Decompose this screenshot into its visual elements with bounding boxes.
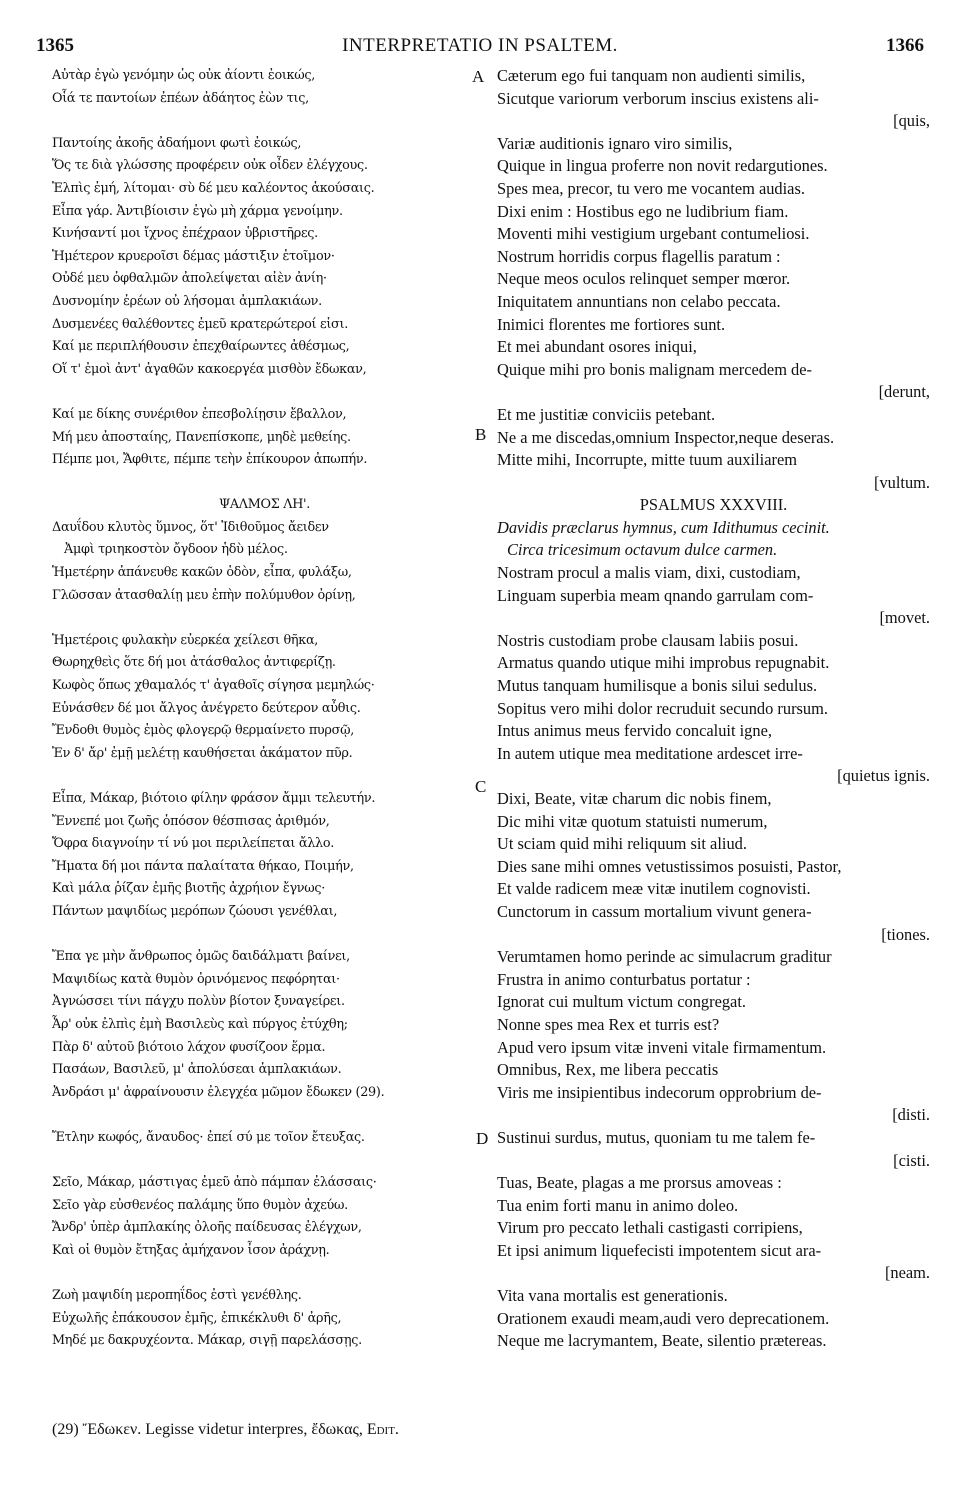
latin-verse-line: Dic mihi vitæ quotum statuisti numerum, <box>497 811 768 831</box>
greek-verse-line: Οὐδέ μευ ὀφθαλμῶν ἀπολείψεται αἰὲν ἀνίη· <box>52 271 327 287</box>
latin-verse-line: PSALMUS XXXVIII. <box>639 495 788 515</box>
latin-verse-line: Et ipsi animum liquefecisti impotentem sicut ara- <box>497 1240 822 1260</box>
greek-verse-line: Εὐνάσθεν δέ μοι ἄλγος ἀνέγρετο δεύτερον αὖθις. <box>52 700 361 716</box>
latin-verse-line: Sicutque variorum verborum inscius existens ali- <box>497 88 819 108</box>
greek-verse-line: Καί με περιπλήθουσιν ἐπεχθαίρωντες ἀθέσμως, <box>52 339 350 355</box>
greek-verse-line: Ὅς τε διὰ γλώσσης προφέρειν οὐκ οἶδεν ἐλέγχους. <box>52 158 368 174</box>
latin-verse-line: [cisti. <box>893 1150 930 1170</box>
latin-verse-line: Nostris custodiam probe clausam labiis posui. <box>497 630 799 650</box>
latin-verse-line: Ne a me discedas,omnium Inspector,neque deseras. <box>497 427 835 447</box>
margin-letter-a: A <box>472 67 485 86</box>
greek-verse-line: Καὶ οἱ θυμὸν ἔτηξας ἀμήχανον ἶσον ἀράχνῃ. <box>52 1242 330 1258</box>
latin-verse-line: [disti. <box>892 1105 930 1125</box>
latin-verse-line: Dies sane mihi omnes vetustissimos posuisti, Pastor, <box>497 856 842 876</box>
latin-verse-line: Tuas, Beate, plagas a me prorsus amoveas : <box>497 1173 782 1193</box>
greek-verse-line <box>52 924 477 947</box>
latin-verse-line: Neque meos oculos relinquet semper mœror. <box>497 269 791 289</box>
greek-verse-line: Πασάων, Βασιλεῦ, μ' ἀπολύσεαι ἀμπλακιάων. <box>52 1062 342 1078</box>
latin-verse-line: Tua enim forti manu in animo doleo. <box>497 1195 739 1215</box>
latin-verse-line: Apud vero ipsum vitæ inveni vitale firmamentum. <box>497 1037 827 1057</box>
latin-verse-line: Et me justitiæ conviciis petebant. <box>497 404 716 424</box>
greek-verse-line: Θωρηχθεὶς ὅτε δή μοι ἀτάσθαλος ἀντιφερίζῃ. <box>52 655 336 671</box>
latin-verse-line: Moventi mihi vestigium urgebant contumeliosi. <box>497 224 810 244</box>
greek-verse-line: Κωφὸς ὅπως χθαμαλός τ' ἀγαθοῖς σίγησα μεμηλώς· <box>52 678 375 694</box>
latin-verse-line: [tiones. <box>881 924 930 944</box>
latin-verse-line: Verumtamen homo perinde ac simulacrum graditur <box>497 947 832 967</box>
latin-verse-line: Inimici florentes me fortiores sunt. <box>497 314 726 334</box>
greek-verse-line: Καὶ μάλα ῥίζαν ἐμῆς βιοτῆς ἀχρήιον ἔγνως· <box>52 881 326 897</box>
latin-verse-line: Orationem exaudi meam,audi vero deprecationem. <box>497 1308 830 1328</box>
greek-verse-line: Εὐχωλῆς ἐπάκουσον ἐμῆς, ἐπικέκλυθι δ' ἀρῆς, <box>52 1310 342 1326</box>
greek-verse-line: Γλῶσσαν ἀτασθαλίῃ μευ ἐπὴν πολύμυθον ὀρίνῃ, <box>52 587 356 603</box>
latin-verse-line: Dixi enim : Hostibus ego ne ludibrium fiam. <box>497 201 789 221</box>
running-title: INTERPRETATIO IN PSALTEM. <box>342 35 618 56</box>
greek-verse-line: Πὰρ δ' αὐτοῦ βιότοιο λάχον φυσίζοον ἕρμα. <box>52 1039 326 1055</box>
latin-verse-line: Neque me lacrymantem, Beate, silentio prætereas. <box>497 1331 827 1351</box>
latin-verse-line: [vultum. <box>874 472 930 492</box>
greek-verse-line: Δαυΐδου κλυτὸς ὕμνος, ὅτ' Ἰδιθοῦμος ἄειδεν <box>52 519 329 535</box>
greek-verse-line: Ἡμετέρην ἀπάνευθε κακῶν ὁδὸν, εἶπα, φυλάξω, <box>52 565 352 581</box>
page-number-left: 1365 <box>36 35 74 56</box>
latin-verse-line: Variæ auditionis ignaro viro similis, <box>497 133 733 153</box>
greek-verse-line: Οἷά τε παντοίων ἐπέων ἀδάητος ἐὼν τις, <box>52 90 309 106</box>
greek-verse-line: Μηδέ με δακρυχέοντα. Μάκαρ, σιγῇ παρελάσσῃς. <box>52 1333 362 1349</box>
footnote-text: (29) Ἔδωκεν. Legisse videtur interpres, ἔδωκας, <box>52 1421 367 1438</box>
greek-verse-line: Ἄνδρ' ὑπὲρ ἀμπλακίης ὀλοῆς παίδευσας ἐλέγχων, <box>52 1220 362 1236</box>
latin-verse-line: Davidis præclarus hymnus, cum Idithumus cecinit. <box>497 517 830 537</box>
greek-verse-line <box>52 765 477 788</box>
latin-verse-line: [neam. <box>884 1263 930 1283</box>
page-number-right: 1366 <box>886 35 924 56</box>
latin-verse-line: Nostrum horridis corpus flagellis paratum : <box>497 246 781 266</box>
greek-verse-line: Μαψιδίως κατὰ θυμὸν ὀρινόμενος πεφόρηται· <box>52 971 340 987</box>
margin-letter-b: B <box>475 425 487 444</box>
greek-verse-line: Εἶπα γάρ. Ἀντιβίοισιν ἐγὼ μὴ χάρμα γενοίμην. <box>52 203 343 219</box>
greek-verse-line: Δυσμενέες θαλέθοντες ἐμεῦ κρατερώτεροί εἰσι. <box>52 316 348 332</box>
latin-verse-line: Dixi, Beate, vitæ charum dic nobis finem, <box>497 789 772 808</box>
greek-verse-line: Κινήσαντί μοι ἴχνος ἐπέχραον ὑβριστῆρες. <box>52 226 318 242</box>
greek-verse-line: ΨΑΛΜΟΣ ΛΗ'. <box>218 497 311 513</box>
greek-verse-line: Ὄφρα διαγνοίην τί νύ μοι περιλείπεται ἄλλο. <box>52 836 335 852</box>
footnote-editor: Edit. <box>366 1421 399 1438</box>
latin-verse-line: Mitte mihi, Incorrupte, mitte tuum auxiliarem <box>497 450 797 470</box>
greek-verse-line: Μή μευ ἀποσταίης, Πανεπίσκοπε, μηδὲ μεθείης. <box>52 429 351 445</box>
latin-verse-line: Circa tricesimum octavum dulce carmen. <box>507 540 778 560</box>
latin-verse-line: Iniquitatem annuntians non celabo peccata. <box>497 291 781 311</box>
greek-verse-line: Σεῖο, Μάκαρ, μάστιγας ἐμεῦ ἀπὸ πάμπαν ἐλάσσαις· <box>52 1175 377 1191</box>
greek-text-column <box>52 65 477 1353</box>
latin-text-column <box>497 65 930 1353</box>
greek-verse-line: Ἔννεπέ μοι ζωῆς ὁπόσον θέσπισας ἀριθμόν, <box>52 813 330 829</box>
greek-verse-line: Ἤματα δή μοι πάντα παλαίτατα θήκαο, Ποιμήν, <box>52 858 354 874</box>
page-header <box>36 35 924 61</box>
greek-verse-line: Δυσνομίην ἐρέων οὐ λήσομαι ἀμπλακιάων. <box>52 293 322 309</box>
latin-verse-line: Linguam superbia meam qnando garrulam com- <box>497 585 814 605</box>
latin-verse-line: Spes mea, precor, tu vero me vocantem audias. <box>497 178 805 198</box>
greek-verse-line: Οἵ τ' ἐμοὶ ἀντ' ἀγαθῶν κακοεργέα μισθὸν ἔδωκαν, <box>52 361 367 377</box>
latin-verse-line: Quique mihi pro bonis malignam mercedem de- <box>497 359 812 379</box>
latin-verse-line: Mutus tanquam humilisque a bonis silui sedulus. <box>497 676 818 696</box>
latin-verse-line: Viris me insipientibus indecorum opprobrium de- <box>497 1082 822 1102</box>
latin-verse-line: [quis, <box>893 111 930 131</box>
latin-verse-line: Omnibus, Rex, me libera peccatis <box>497 1060 719 1080</box>
greek-verse-line: Σεῖο γὰρ εὐσθενέος παλάμης ὕπο θυμὸν ἀχεύω. <box>52 1197 348 1213</box>
latin-verse-line: Cæterum ego fui tanquam non audienti similis, <box>497 66 806 85</box>
greek-verse-line: Ἐν δ' ἄρ' ἐμῇ μελέτῃ καυθήσεται ἀκάματον πῦρ. <box>52 745 353 761</box>
greek-verse-line <box>52 1104 477 1127</box>
greek-verse-line: Ἡμετέροις φυλακὴν εὐερκέα χείλεσι θῆκα, <box>52 632 319 648</box>
latin-verse-line: [derunt, <box>878 382 930 402</box>
greek-verse-line: Ἔτλην κωφός, ἄναυδος· ἐπεί σύ με τοῖον ἔτευξας. <box>52 1129 365 1145</box>
greek-verse-line: Ἀνδράσι μ' ἀφραίνουσιν ἐλεγχέα μῶμον ἔδωκεν (29). <box>52 1084 385 1100</box>
latin-verse-line: [quietus ignis. <box>837 766 930 786</box>
latin-verse-line: Nonne spes mea Rex et turris est? <box>497 1014 720 1034</box>
latin-verse-line: Ut sciam quid mihi reliquum sit aliud. <box>497 834 747 854</box>
greek-verse-line: Ἀμφὶ τριηκοστὸν ὄγδοον ἡδὺ μέλος. <box>64 542 288 558</box>
margin-letter-d: D <box>476 1129 489 1148</box>
greek-verse-line: Ζωὴ μαψιδίη μεροπηΐδος ἐστὶ γενέθλης. <box>52 1288 302 1304</box>
latin-verse-line: Sopitus vero mihi dolor recruduit secundo rursum. <box>497 698 828 718</box>
greek-verse-line: Ἐλπὶς ἐμή, λίτομαι· σὺ δέ μευ καλέοντος ἀκούσαις. <box>52 180 375 196</box>
latin-verse-line: Nostram procul a malis viam, dixi, custodiam, <box>497 563 801 583</box>
latin-verse-line: In autem utique mea meditatione ardescet irre- <box>497 743 803 763</box>
latin-verse-line: Virum pro peccato lethali castigasti corripiens, <box>497 1218 803 1238</box>
latin-verse-line: Et mei abundant osores iniqui, <box>497 337 697 357</box>
greek-verse-line <box>52 1262 477 1285</box>
greek-verse-line: Ἔπα γε μὴν ἄνθρωπος ὁμῶς δαιδάλματι βαίνει, <box>52 949 350 965</box>
latin-verse-line: Quique in lingua proferre non novit redargutiones. <box>497 156 828 176</box>
greek-verse-line: Ἆρ' οὐκ ἐλπὶς ἐμὴ Βασιλεὺς καὶ πύργος ἐτύχθη; <box>52 1016 348 1032</box>
greek-verse-line <box>52 110 477 133</box>
margin-letter-c: C <box>475 777 487 796</box>
latin-verse-line: Cunctorum in cassum mortalium vivunt genera- <box>497 901 812 921</box>
latin-verse-line: Vita vana mortalis est generationis. <box>497 1286 728 1306</box>
footnote <box>52 1421 399 1439</box>
greek-verse-line <box>52 472 477 495</box>
greek-verse-line: Αὐτὰρ ἐγὼ γενόμην ὡς οὐκ ἀίοντι ἐοικώς, <box>52 68 316 83</box>
greek-verse-line <box>52 1150 477 1173</box>
latin-verse-line: Intus animus meus fervido concaluit igne, <box>497 721 772 741</box>
latin-verse-line: Ignorat cui multum victum congregat. <box>497 992 746 1012</box>
latin-verse-line: [movet. <box>879 608 930 628</box>
latin-verse-line: Armatus quando utique mihi improbus repugnabit. <box>497 653 830 673</box>
latin-verse-line: Sustinui surdus, mutus, quoniam tu me talem fe- <box>497 1127 816 1147</box>
latin-verse-line: Frustra in animo conturbatus portatur : <box>497 969 751 989</box>
latin-verse-line: Et valde radicem meæ vitæ inutilem cognovisti. <box>497 879 811 899</box>
greek-verse-line: Εἶπα, Μάκαρ, βιότοιο φίλην φράσον ἄμμι τελευτήν. <box>52 791 376 806</box>
greek-verse-line <box>52 381 477 404</box>
greek-verse-line: Πάντων μαψιδίως μερόπων ζώουσι γενέθλαι, <box>52 903 338 919</box>
greek-verse-line: Ἀγνώσσει τίνι πάγχυ πολὺν βίοτον ξυναγείρει. <box>52 994 345 1010</box>
greek-verse-line: Ἔνδοθι θυμὸς ἐμὸς φλογερῷ θερμαίνετο πυρσῷ, <box>52 723 354 739</box>
greek-verse-line: Καί με δίκης συνέριθον ἐπεσβολίῃσιν ἔβαλλον, <box>52 406 347 422</box>
greek-verse-line: Ἡμέτερον κρυεροῖσι δέμας μάστιξιν ἑτοῖμον· <box>52 248 335 264</box>
greek-verse-line <box>52 607 477 630</box>
greek-verse-line: Παντοίης ἀκοῆς ἀδαήμονι φωτὶ ἐοικώς, <box>52 135 302 151</box>
greek-verse-line: Πέμπε μοι, Ἄφθιτε, πέμπε τεὴν ἐπίκουρον ἀπωπήν. <box>52 452 368 468</box>
